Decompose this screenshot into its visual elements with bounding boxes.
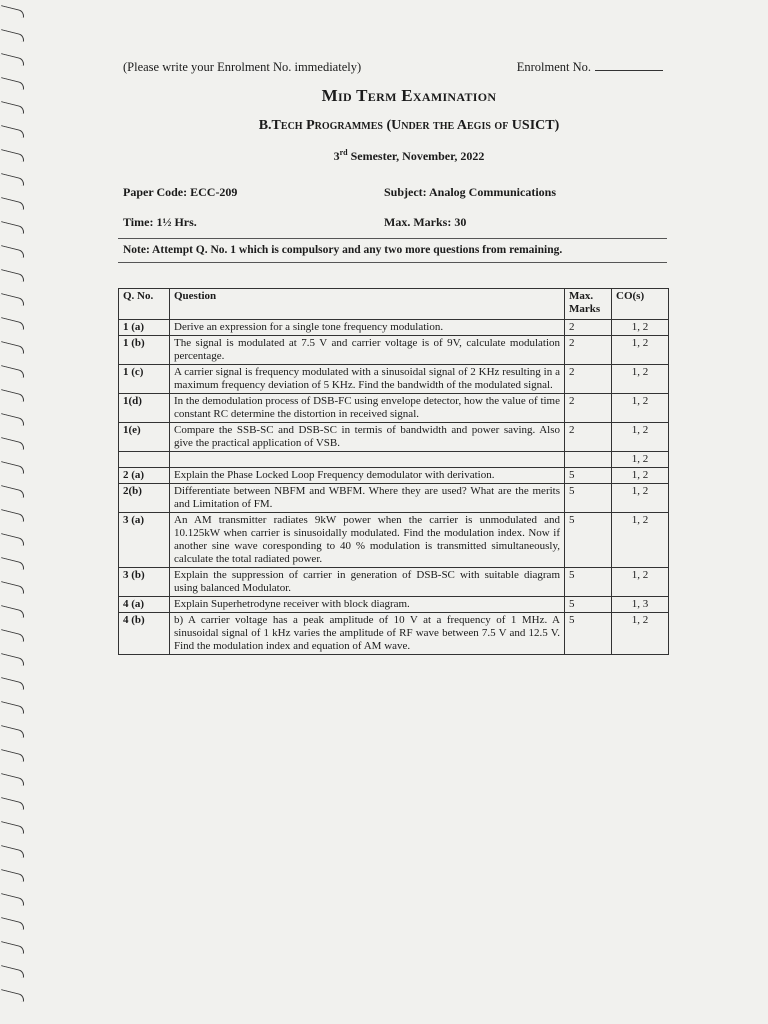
table-row [119, 484, 669, 513]
question-marks: 2 [565, 365, 612, 394]
table-row [119, 423, 669, 452]
spiral-ring [0, 941, 25, 954]
semester-rest: Semester, November, 2022 [347, 149, 485, 163]
question-text: The signal is modulated at 7.5 V and carrier voltage is of 9V, calculate modulation percentage. [170, 336, 565, 365]
question-number: 3 (b) [119, 568, 170, 597]
spiral-ring [0, 413, 25, 426]
spiral-ring [0, 725, 25, 738]
spiral-ring [0, 245, 25, 258]
question-text: A carrier signal is frequency modulated with a sinusoidal signal of 2 KHz resulting in a maximum frequency deviation of 5 KHz. Find the bandwidth of the modulated signal. [170, 365, 565, 394]
question-co: 1, 2 [612, 423, 669, 452]
exam-time: Time: 1½ Hrs. [123, 215, 197, 229]
question-text: Explain Superhetrodyne receiver with block diagram. [170, 597, 565, 613]
spiral-ring [0, 965, 25, 978]
exam-title: Mid Term Examination [321, 86, 497, 105]
question-table [118, 288, 669, 655]
question-marks: 2 [565, 336, 612, 365]
semester-suffix: rd [339, 148, 348, 157]
question-number: 2(b) [119, 484, 170, 513]
question-number: 1 (a) [119, 320, 170, 336]
spiral-ring [0, 869, 25, 882]
table-row [119, 513, 669, 568]
question-co: 1, 2 [612, 613, 669, 655]
spiral-ring [0, 197, 25, 210]
spiral-ring [0, 53, 25, 66]
enrolment-instruction: (Please write your Enrolment No. immediately) [123, 60, 362, 74]
subject: Subject: Analog Communications [384, 185, 557, 199]
question-text: In the demodulation process of DSB-FC using envelope detector, how the value of time constant RC determine the distortion in received signal. [170, 394, 565, 423]
spiral-ring [0, 437, 25, 450]
question-text [170, 452, 565, 468]
spiral-ring [0, 821, 25, 834]
spiral-ring [0, 917, 25, 930]
spiral-ring [0, 29, 25, 42]
question-marks: 2 [565, 320, 612, 336]
question-text: Differentiate between NBFM and WBFM. Where they are used? What are the merits and Limitation of FM. [170, 484, 565, 513]
spiral-ring [0, 341, 25, 354]
question-co: 1, 2 [612, 336, 669, 365]
table-header-row [119, 289, 669, 320]
question-co: 1, 2 [612, 468, 669, 484]
spiral-ring [0, 269, 25, 282]
question-text: Explain the suppression of carrier in generation of DSB-SC with suitable diagram using balanced Modulator. [170, 568, 565, 597]
spiral-ring [0, 485, 25, 498]
question-marks: 5 [565, 468, 612, 484]
exam-note: Note: Attempt Q. No. 1 which is compulsory and any two more questions from remaining. [123, 244, 563, 256]
spiral-ring [0, 605, 25, 618]
header-qno: Q. No. [119, 289, 170, 320]
spiral-ring [0, 221, 25, 234]
question-number: 1 (c) [119, 365, 170, 394]
enrolment-blank [595, 60, 663, 71]
spiral-ring [0, 557, 25, 570]
question-text: Derive an expression for a single tone frequency modulation. [170, 320, 565, 336]
question-marks: 2 [565, 423, 612, 452]
question-number: 2 (a) [119, 468, 170, 484]
spiral-ring [0, 893, 25, 906]
question-marks: 5 [565, 597, 612, 613]
semester-line [0, 148, 768, 164]
question-co: 1, 3 [612, 597, 669, 613]
header-marks: Max. Marks [565, 289, 612, 320]
question-co: 1, 2 [612, 365, 669, 394]
question-marks [565, 452, 612, 468]
question-text: Compare the SSB-SC and DSB-SC in termis of bandwidth and power saving. Also give the practical application of VSB. [170, 423, 565, 452]
question-number: 1(d) [119, 394, 170, 423]
question-number: 3 (a) [119, 513, 170, 568]
spiral-ring [0, 365, 25, 378]
table-row [119, 394, 669, 423]
spiral-ring [0, 701, 25, 714]
spiral-ring [0, 317, 25, 330]
question-co: 1, 2 [612, 513, 669, 568]
question-co: 1, 2 [612, 568, 669, 597]
enrolment-label: Enrolment No. [516, 60, 591, 74]
enrolment-field [517, 60, 663, 75]
max-marks: Max. Marks: 30 [384, 215, 467, 229]
question-marks: 5 [565, 568, 612, 597]
table-row [119, 597, 669, 613]
question-number: 4 (a) [119, 597, 170, 613]
question-co: 1, 2 [612, 452, 669, 468]
spiral-ring [0, 773, 25, 786]
spiral-ring [0, 749, 25, 762]
question-marks: 5 [565, 613, 612, 655]
spiral-ring [0, 461, 25, 474]
question-marks: 5 [565, 513, 612, 568]
question-text: An AM transmitter radiates 9kW power when the carrier is unmodulated and 10.125kW when carrier is sinusoidally modulated. Find the modulation index. Now if another sine wave coresponding to 40 % modulation is transmitted simultaneously, calculate the total radiated power. [170, 513, 565, 568]
table-row [119, 468, 669, 484]
spiral-ring [0, 845, 25, 858]
header-line [123, 60, 663, 75]
spiral-ring [0, 989, 25, 1002]
programme-subtitle: B.Tech Programmes (Under the Aegis of USICT) [258, 118, 560, 133]
question-marks: 2 [565, 394, 612, 423]
question-rows [119, 320, 669, 655]
header-question: Question [170, 289, 565, 320]
table-row [119, 568, 669, 597]
question-text: Explain the Phase Locked Loop Frequency demodulator with derivation. [170, 468, 565, 484]
spiral-ring [0, 389, 25, 402]
note-rule-bottom [118, 262, 667, 263]
question-marks: 5 [565, 484, 612, 513]
spiral-ring [0, 797, 25, 810]
question-co: 1, 2 [612, 320, 669, 336]
spiral-ring [0, 533, 25, 546]
spiral-ring [0, 653, 25, 666]
table-row [119, 336, 669, 365]
paper-code: Paper Code: ECC-209 [123, 185, 238, 199]
question-text: b) A carrier voltage has a peak amplitude of 10 V at a frequency of 1 MHz. A sinusoidal signal of 1 kHz varies the amplitude of RF wave between 7.5 V and 12.5 V. Find the modulation index and equation of AM wave. [170, 613, 565, 655]
spiral-ring [0, 629, 25, 642]
question-number: 1(e) [119, 423, 170, 452]
question-co: 1, 2 [612, 394, 669, 423]
question-number: 1 (b) [119, 336, 170, 365]
question-co: 1, 2 [612, 484, 669, 513]
table-row [119, 365, 669, 394]
semester-ordinal: 3 [333, 149, 340, 163]
header-co: CO(s) [612, 289, 669, 320]
spiral-ring [0, 293, 25, 306]
question-number: 4 (b) [119, 613, 170, 655]
spiral-ring [0, 5, 25, 18]
note-rule-top [118, 238, 667, 239]
table-row [119, 320, 669, 336]
spiral-ring [0, 173, 25, 186]
spiral-ring [0, 509, 25, 522]
table-row [119, 452, 669, 468]
table-row [119, 613, 669, 655]
spiral-ring [0, 677, 25, 690]
spiral-ring [0, 581, 25, 594]
question-number [119, 452, 170, 468]
